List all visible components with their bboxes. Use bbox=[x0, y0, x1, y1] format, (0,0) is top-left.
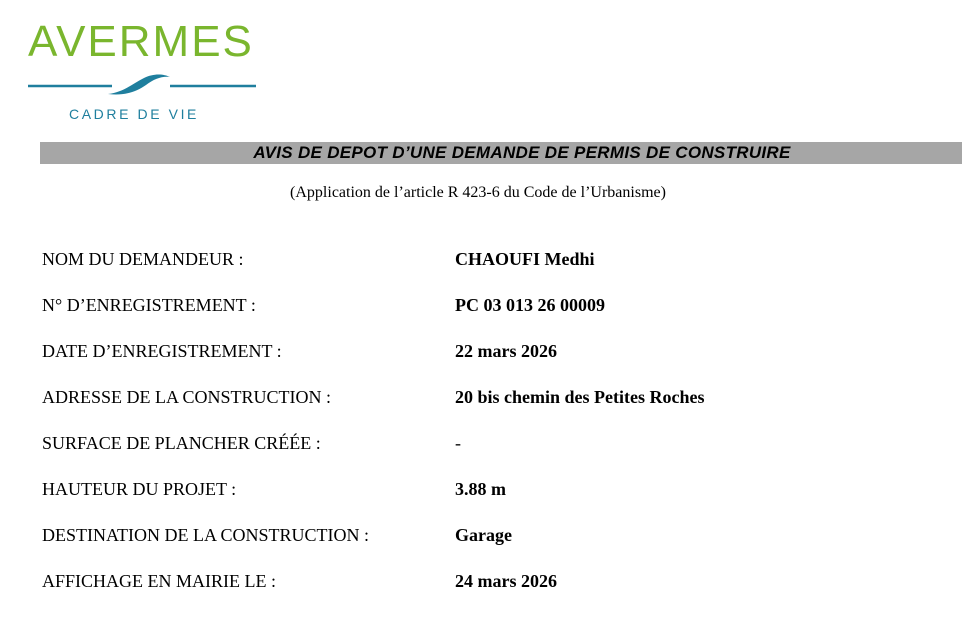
field-label: SURFACE DE PLANCHER CRÉÉE : bbox=[42, 433, 321, 453]
field-label: NOM DU DEMANDEUR : bbox=[42, 249, 244, 269]
field-value: PC 03 013 26 00009 bbox=[455, 295, 605, 315]
field-value: 22 mars 2026 bbox=[455, 341, 557, 361]
field-value: Garage bbox=[455, 525, 512, 545]
field-label: DESTINATION DE LA CONSTRUCTION : bbox=[42, 525, 369, 545]
field-value: - bbox=[455, 433, 461, 453]
field-row-registration-number bbox=[42, 294, 942, 340]
fields-list bbox=[42, 248, 942, 616]
field-row-registration-date bbox=[42, 340, 942, 386]
field-value: 24 mars 2026 bbox=[455, 571, 557, 591]
field-label: HAUTEUR DU PROJET : bbox=[42, 479, 237, 499]
field-row-height bbox=[42, 478, 942, 524]
field-row-destination bbox=[42, 524, 942, 570]
avermes-logo bbox=[28, 18, 258, 128]
field-label: DATE D’ENREGISTREMENT : bbox=[42, 341, 282, 361]
logo-tagline: CADRE DE VIE bbox=[69, 106, 199, 122]
logo-wordmark: AVERMES bbox=[28, 17, 254, 66]
field-row-applicant bbox=[42, 248, 942, 294]
field-row-floor-area bbox=[42, 432, 942, 478]
field-label: ADRESSE DE LA CONSTRUCTION : bbox=[42, 387, 332, 407]
document-title: AVIS DE DEPOT D’UNE DEMANDE DE PERMIS DE CONSTRUIRE bbox=[253, 143, 791, 162]
field-value: 20 bis chemin des Petites Roches bbox=[455, 387, 705, 407]
field-label: N° D’ENREGISTREMENT : bbox=[42, 295, 256, 315]
field-value: 3.88 m bbox=[455, 479, 506, 499]
field-label: AFFICHAGE EN MAIRIE LE : bbox=[42, 571, 276, 591]
title-bar bbox=[40, 142, 962, 164]
document-subtitle: (Application de l’article R 423-6 du Code de l’Urbanisme) bbox=[290, 184, 666, 201]
logo-wave-icon bbox=[28, 70, 256, 100]
field-value: CHAOUFI Medhi bbox=[455, 249, 595, 269]
field-row-address bbox=[42, 386, 942, 432]
field-row-posting-date bbox=[42, 570, 942, 616]
